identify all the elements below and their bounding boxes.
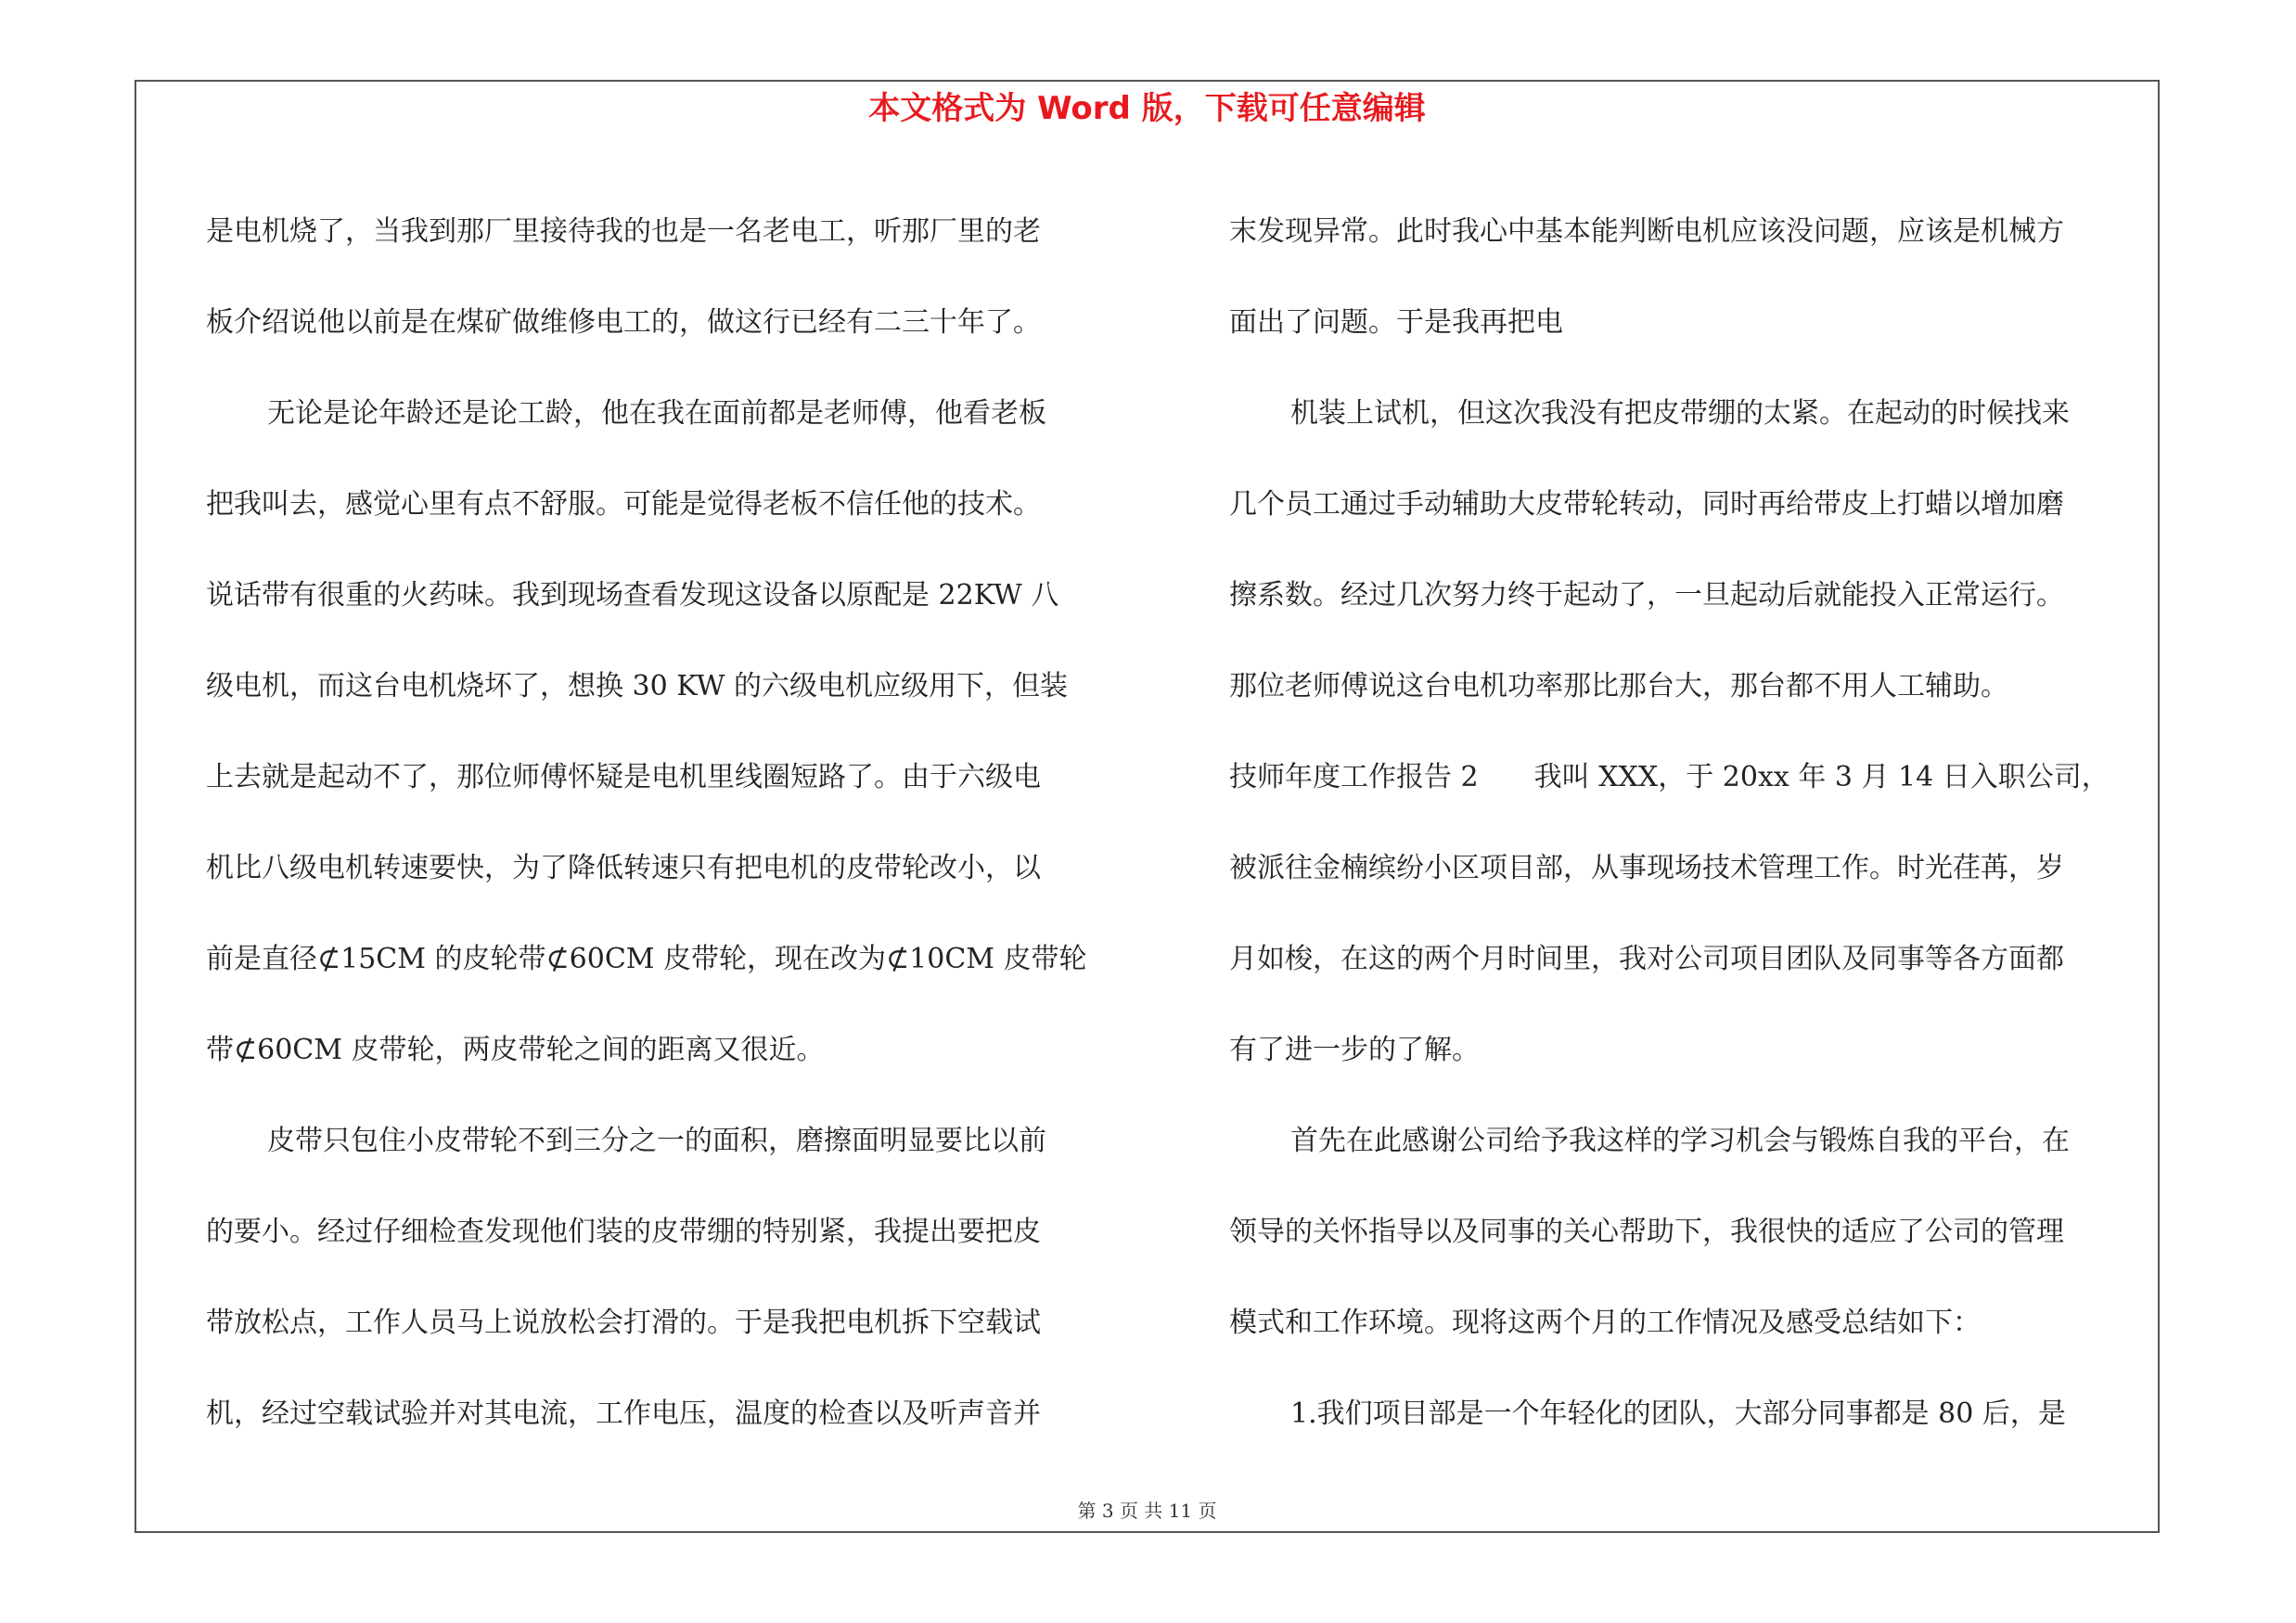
text-line: 把我叫去，感觉心里有点不舒服。可能是觉得老板不信任他的技术。 bbox=[206, 488, 1041, 521]
text-line: 末发现异常。此时我心中基本能判断电机应该没问题，应该是机械方 bbox=[1229, 215, 2064, 248]
text-line: 机比八级电机转速要快，为了降低转速只有把电机的皮带轮改小，以 bbox=[206, 852, 1041, 884]
paragraph-start-line: 无论是论年龄还是论工龄，他在我在面前都是老师傅，他看老板 bbox=[267, 397, 1046, 430]
text-line: 前是直径⊄15CM 的皮轮带⊄60CM 皮带轮，现在改为⊄10CM 皮带轮 bbox=[206, 943, 1087, 975]
page-number: 第 3 页 共 11 页 bbox=[1077, 1500, 1217, 1522]
text-line: 被派往金楠缤纷小区项目部，从事现场技术管理工作。时光荏苒，岁 bbox=[1229, 852, 2064, 884]
left-column bbox=[206, 187, 1143, 1460]
paragraph-start-line: 皮带只包住小皮带轮不到三分之一的面积，磨擦面明显要比以前 bbox=[267, 1125, 1046, 1157]
text-line: 说话带有很重的火药味。我到现场查看发现这设备以原配是 22KW 八 bbox=[206, 579, 1059, 612]
right-column bbox=[1229, 187, 2171, 1460]
text-line: 几个员工通过手动辅助大皮带轮转动，同时再给带皮上打蜡以增加磨 bbox=[1229, 488, 2064, 521]
text-line: 那位老师傅说这台电机功率那比那台大，那台都不用人工辅助。 bbox=[1229, 670, 2008, 702]
paragraph-start-line: 机装上试机，但这次我没有把皮带绷的太紧。在起动的时候找来 bbox=[1290, 397, 2070, 430]
text-line: 带放松点，工作人员马上说放松会打滑的。于是我把电机拆下空载试 bbox=[206, 1307, 1041, 1339]
section-heading-line: 技师年度工作报告 2 我叫 XXX，于 20xx 年 3 月 14 日入职公司， bbox=[1229, 761, 2110, 793]
paragraph-start-line: 首先在此感谢公司给予我这样的学习机会与锻炼自我的平台，在 bbox=[1290, 1125, 2070, 1157]
text-line: 有了进一步的了解。 bbox=[1229, 1034, 1480, 1066]
text-line: 的要小。经过仔细检查发现他们装的皮带绷的特别紧，我提出要把皮 bbox=[206, 1216, 1041, 1248]
text-line: 机，经过空载试验并对其电流，工作电压，温度的检查以及听声音并 bbox=[206, 1398, 1041, 1430]
text-line: 领导的关怀指导以及同事的关心帮助下，我很快的适应了公司的管理 bbox=[1229, 1216, 2064, 1248]
paragraph-start-line: 1.我们项目部是一个年轻化的团队，大部分同事都是 80 后，是 bbox=[1290, 1398, 2066, 1430]
text-line: 上去就是起动不了，那位师傅怀疑是电机里线圈短路了。由于六级电 bbox=[206, 761, 1041, 793]
text-line: 是电机烧了，当我到那厂里接待我的也是一名老电工，听那厂里的老 bbox=[206, 215, 1041, 248]
text-line: 模式和工作环境。现将这两个月的工作情况及感受总结如下： bbox=[1229, 1307, 1981, 1339]
text-line: 带⊄60CM 皮带轮，两皮带轮之间的距离又很近。 bbox=[206, 1034, 825, 1066]
text-line: 月如梭，在这的两个月时间里，我对公司项目团队及同事等各方面都 bbox=[1229, 943, 2064, 975]
document-header: 本文格式为 Word 版，下载可任意编辑 bbox=[868, 90, 1426, 127]
text-line: 板介绍说他以前是在煤矿做维修电工的，做这行已经有二三十年了。 bbox=[206, 306, 1041, 339]
text-line: 级电机，而这台电机烧坏了，想换 30 KW 的六级电机应级用下，但装 bbox=[206, 670, 1068, 702]
text-line: 面出了问题。于是我再把电 bbox=[1229, 306, 1563, 339]
text-line: 擦系数。经过几次努力终于起动了，一旦起动后就能投入正常运行。 bbox=[1229, 579, 2064, 612]
